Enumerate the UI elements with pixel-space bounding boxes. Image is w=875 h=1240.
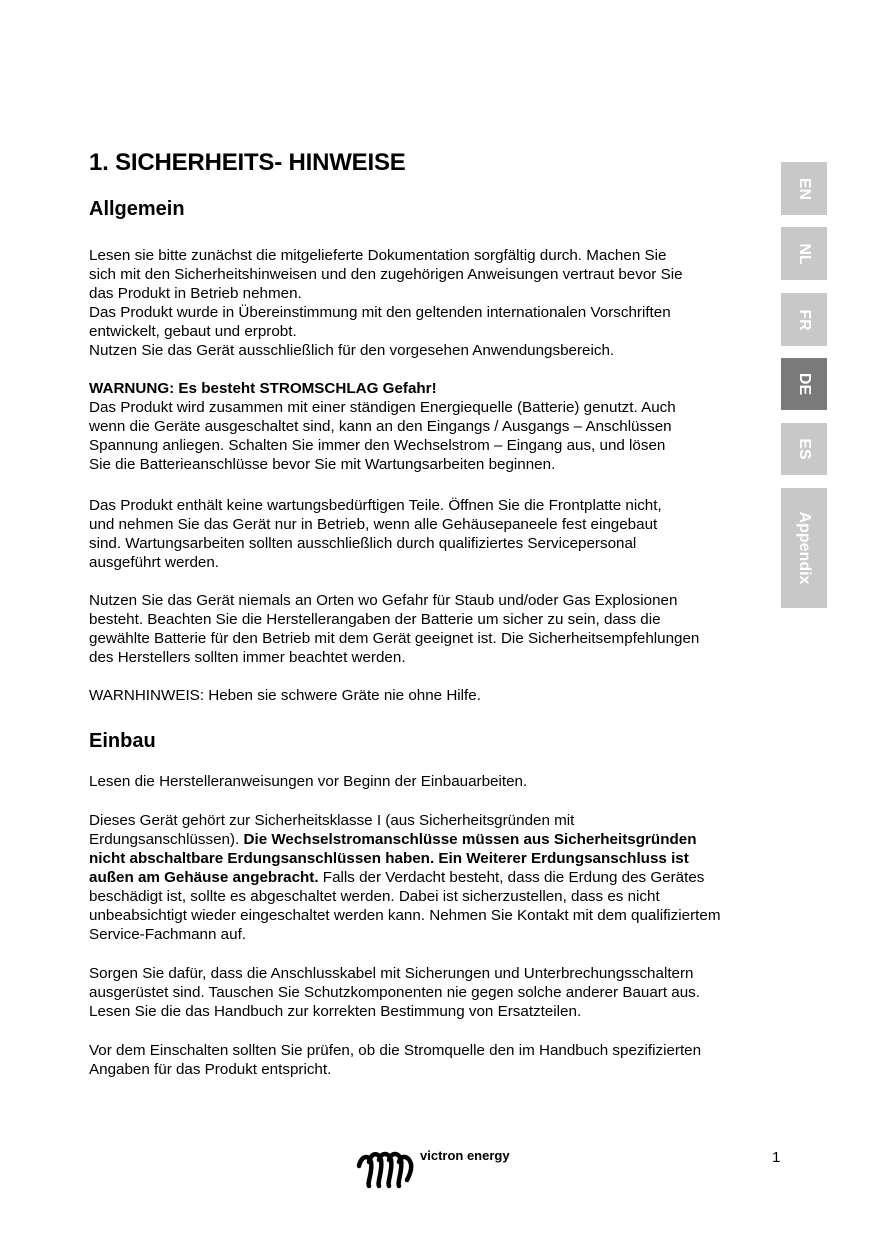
text-line: sind. Wartungsarbeiten sollten ausschließlich durch qualifiziertes Servicepersonal	[89, 535, 637, 552]
text-line: des Herstellers sollten immer beachtet werden.	[89, 649, 406, 666]
paragraph-warning	[89, 379, 789, 474]
text-line: Service-Fachmann auf.	[89, 926, 247, 943]
text-line: wenn die Geräte ausgeschaltet sind, kann an den Eingangs / Ausgangs – Anschlüssen	[89, 418, 672, 435]
text-line: Angaben für das Produkt entspricht.	[89, 1061, 332, 1078]
text-line: das Produkt in Betrieb nehmen.	[89, 285, 302, 302]
paragraph-power-check	[89, 1041, 789, 1079]
text-line: ausgerüstet sind. Tauschen Sie Schutzkomponenten nie gegen solche anderer Bauart aus.	[89, 984, 700, 1001]
text-line: Vor dem Einschalten sollten Sie prüfen, ob die Stromquelle den im Handbuch spezifizierten	[89, 1042, 702, 1059]
victron-logo	[355, 1146, 520, 1192]
paragraph-cables	[89, 964, 789, 1021]
text-line: beschädigt ist, sollte es abgeschaltet werden. Dabei ist sicherzustellen, dass es nicht	[89, 888, 660, 905]
tab-label: ES	[796, 438, 813, 460]
tab-es[interactable]	[781, 423, 827, 475]
tab-label: Appendix	[796, 511, 813, 585]
bold-text-fragment: Die Wechselstromanschlüsse müssen aus Sicherheitsgründen	[243, 831, 697, 848]
text-line: Das Produkt wird zusammen mit einer ständigen Energiequelle (Batterie) genutzt. Auch	[89, 399, 676, 416]
text-line	[89, 830, 789, 849]
text-line: Lesen die Herstelleranweisungen vor Beginn der Einbauarbeiten.	[89, 773, 528, 790]
paragraph-maintenance	[89, 496, 789, 572]
section-title-allgemein: Allgemein	[89, 198, 185, 220]
text-fragment: Erdungsanschlüssen).	[89, 831, 244, 848]
logo-text: victron energy	[420, 1148, 510, 1163]
text-line: Lesen Sie die das Handbuch zur korrekten Bestimmung von Ersatzteilen.	[89, 1003, 582, 1020]
text-line	[89, 868, 789, 887]
tab-label: NL	[796, 242, 813, 265]
text-line: besteht. Beachten Sie die Herstellerangaben der Batterie um sicher zu sein, dass die	[89, 611, 661, 628]
tab-fr[interactable]	[781, 293, 827, 346]
paragraph-intro	[89, 246, 789, 360]
paragraph-explosion	[89, 591, 789, 667]
text-line: Das Produkt wurde in Übereinstimmung mit den geltenden internationalen Vorschriften	[89, 304, 671, 321]
text-line: entwickelt, gebaut und erprobt.	[89, 323, 297, 340]
tab-en[interactable]	[781, 162, 827, 215]
text-line: gewählte Batterie für den Betrieb mit dem Gerät geeignet ist. Die Sicherheitsempfehlungen	[89, 630, 700, 647]
tab-label: DE	[796, 372, 813, 396]
text-line: Sie die Batterieanschlüsse bevor Sie mit Wartungsarbeiten beginnen.	[89, 456, 556, 473]
tab-label: EN	[796, 177, 813, 200]
text-line: Sorgen Sie dafür, dass die Anschlusskabel mit Sicherungen und Unterbrechungsschaltern	[89, 965, 694, 982]
warning-title: WARNUNG: Es besteht STROMSCHLAG Gefahr!	[89, 380, 437, 397]
text-line: Spannung anliegen. Schalten Sie immer den Wechselstrom – Eingang aus, und lösen	[89, 437, 666, 454]
text-line: sich mit den Sicherheitshinweisen und den zugehörigen Anweisungen vertraut bevor Sie	[89, 266, 683, 283]
page-number: 1	[772, 1149, 781, 1166]
tab-appendix[interactable]	[781, 488, 827, 608]
victron-coil-logo-icon	[355, 1146, 417, 1192]
text-line: Dieses Gerät gehört zur Sicherheitsklasse I (aus Sicherheitsgründen mit	[89, 812, 575, 829]
text-line: WARNHINWEIS: Heben sie schwere Gräte nie ohne Hilfe.	[89, 687, 481, 704]
text-fragment: Falls der Verdacht besteht, dass die Erdung des Gerätes	[318, 869, 705, 886]
tab-nl[interactable]	[781, 227, 827, 280]
section-title-einbau: Einbau	[89, 730, 156, 752]
tab-de[interactable]	[781, 358, 827, 410]
tab-label: FR	[796, 308, 813, 331]
bold-text-fragment: außen am Gehäuse angebracht.	[89, 869, 319, 886]
text-line: unbeabsichtigt wieder eingeschaltet werden kann. Nehmen Sie Kontakt mit dem qualifiziertem	[89, 907, 721, 924]
text-line: ausgeführt werden.	[89, 554, 220, 571]
text-line: Lesen sie bitte zunächst die mitgelieferte Dokumentation sorgfältig durch. Machen Sie	[89, 247, 667, 264]
text-line: Das Produkt enthält keine wartungsbedürftigen Teile. Öffnen Sie die Frontplatte nicht,	[89, 497, 662, 514]
text-line: Nutzen Sie das Gerät ausschließlich für den vorgesehen Anwendungsbereich.	[89, 342, 615, 359]
page-title: 1. SICHERHEITS- HINWEISE	[89, 149, 406, 176]
text-line: Nutzen Sie das Gerät niemals an Orten wo Gefahr für Staub und/oder Gas Explosionen	[89, 592, 678, 609]
paragraph-lifting-warning	[89, 686, 789, 705]
paragraph-installation-intro	[89, 772, 789, 791]
text-line: und nehmen Sie das Gerät nur in Betrieb, wenn alle Gehäusepaneele fest eingebaut	[89, 516, 658, 533]
paragraph-safety-class	[89, 811, 789, 944]
bold-text-line: nicht abschaltbare Erdungsanschlüssen haben. Ein Weiterer Erdungsanschluss ist	[89, 850, 689, 867]
